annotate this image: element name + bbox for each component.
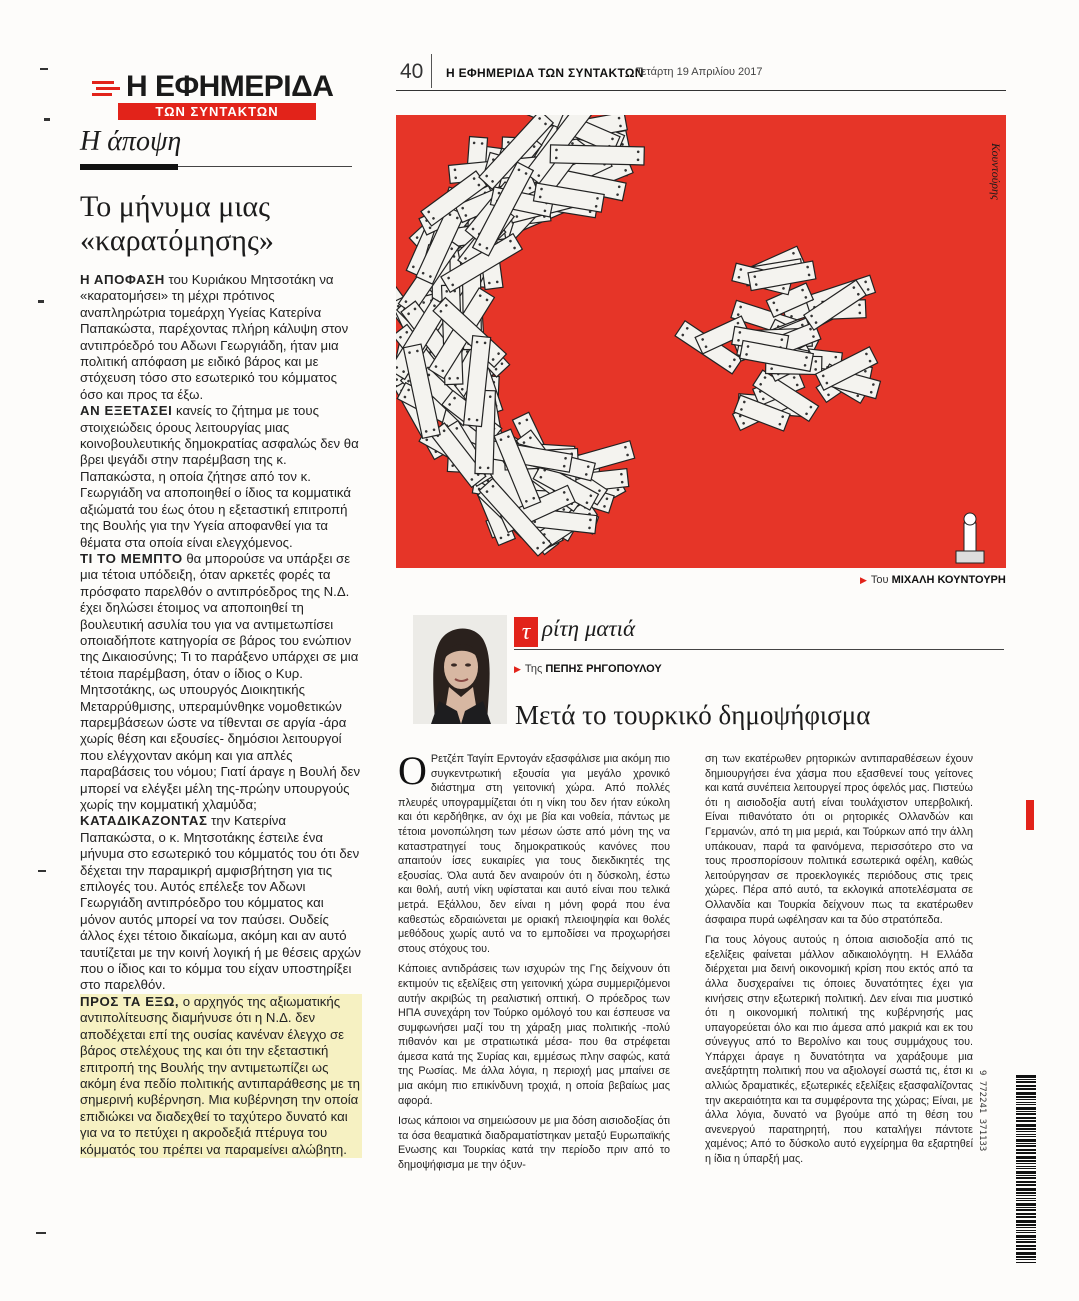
barcode-bar — [1016, 1207, 1036, 1208]
crescent-star-planks-drawing — [396, 115, 1006, 568]
section-rule — [80, 164, 178, 170]
author-portrait — [413, 615, 507, 724]
scan-mark — [38, 300, 44, 303]
barcode-bar — [1016, 1088, 1036, 1090]
barcode-bar — [1016, 1220, 1036, 1223]
article-paragraph: Ισως κάποιοι να σημειώσουν με μια δόση αισιοδοξίας ότι τα όσα θεαματικά διαδραματίστηκαν μεταξύ Ευρωπαϊκής Ενωσης και Τουρκίας κατά την περίοδο πριν από το δημοψήφισμα με την όξυν- — [398, 1115, 670, 1172]
paragraph-text: κανείς το ζήτημα με τους στοιχειώδεις όρους λειτουργίας μιας κοινοβουλευτικής δημοκρατίας ασφαλώς δεν θα βρει ψεγάδι στην παρέμβαση της κ. Παπακώστα, η οποία ζήτησε από τον κ. Γεωργιάδη να αποποιηθεί ο ίδιος τα κομματικά αξιώματά του έως ότου η εξεταστική επιτροπή της Βουλής για την Υγεία αποφανθεί για τα θέματα στα οποία είναι ελεγχόμενος. — [80, 403, 359, 550]
barcode-bar — [1016, 1232, 1036, 1233]
barcode-bar — [1016, 1241, 1036, 1243]
barcode-bar — [1016, 1181, 1036, 1183]
paragraph-text: του Κυριάκου Μητσοτάκη να «καρατομήσει» τη μέχρι πρότινος αναπληρώτρια τομεάρχη Υγείας Κατερίνα Παπακώστα, παρέχοντας πλήρη κάλυψη στον αντιπρόεδρό του Αδωνι Γεωργιάδη, ήταν μια πολιτική απόφαση με ειδικό βάρος και με στόχευση τόσο στο εσωτερικό του κόμματος όσο και προς τα έξω. — [80, 272, 349, 402]
paper-name: Η ΕΦΗΜΕΡΙΔΑ ΤΩΝ ΣΥΝΤΑΚΤΩΝ — [446, 66, 644, 80]
arrow-icon: ▶ — [514, 664, 521, 674]
byline — [514, 663, 662, 675]
barcode-bar — [1016, 1235, 1036, 1238]
drop-cap: Ο — [398, 748, 427, 793]
paragraph-text: θα μπορούσε να υπάρξει σε μια τέτοια υπόδειξη, όταν αρκετές φορές τα πρόσφατο παρελθόν ο αντιπρόεδρος της Ν.Δ. έχει δηλώσει έτοιμος να αποποιηθεί τη βουλευτική ασυλία του για να αντιμετωπίσει οποιαδήποτε κατηγορία σε βάρος του ενώπιον της Δικαιοσύνης; Τι το παράξενο υπάρχει σε μια τέτοια παρέμβαση, όταν ο ίδιος ο Κυρ. Μητσοτάκης, ως υπουργός Διοικητικής Μεταρρύθμισης, υπεραμύνθηκε νομοθετικών παρεμβάσεων ώστε να τίθενται σε αργία -άρα χωρίς θέση και εξουσίες- δημόσιοι λειτουργοί που ελέγχονταν ακόμη και για απλές παραβάσεις του νόμου; Γιατί άραγε η Βουλή δεν μπορεί να ελέγξει μέλη της-πρώην υπουργούς χωρίς την κομματική χλαμύδα; — [80, 550, 361, 812]
barcode-bar — [1016, 1099, 1036, 1100]
barcode-bar — [1016, 1120, 1036, 1122]
barcode-bar — [1016, 1113, 1036, 1115]
barcode-bar — [1016, 1124, 1036, 1127]
barcode-bar — [1016, 1104, 1036, 1105]
byline-name: ΠΕΠΗΣ ΡΗΓΟΠΟΥΛΟΥ — [545, 663, 662, 675]
scan-mark — [40, 68, 48, 70]
section-title: Η άποψη — [80, 126, 182, 157]
article-column-1 — [398, 748, 670, 1173]
column-badge: τ — [514, 617, 538, 647]
column-title: ρίτη ματιά — [542, 616, 636, 641]
barcode-bar — [1016, 1160, 1036, 1162]
column-rule — [514, 649, 1004, 650]
barcode-bar — [1016, 1230, 1036, 1231]
barcode-digits: 9 772241 371133 — [977, 1070, 987, 1152]
paragraph-lead: ΠΡΟΣ ΤΑ ΕΞΩ, — [80, 993, 180, 1009]
paragraph-lead: Η ΑΠΟΦΑΣΗ — [80, 272, 165, 287]
barcode-bar — [1016, 1156, 1036, 1159]
scan-mark — [38, 870, 46, 872]
section-rule-thin — [178, 166, 352, 167]
barcode-bar — [1016, 1198, 1036, 1199]
barcode-bar — [1016, 1166, 1036, 1167]
paragraph-lead: ΤΙ ΤΟ ΜΕΜΠΤΟ — [80, 550, 183, 566]
barcode-bar — [1016, 1239, 1036, 1240]
barcode-bar — [1016, 1177, 1036, 1179]
left-headline-line1: Το μήνυμα μιας — [80, 190, 271, 223]
barcode-bar — [1016, 1163, 1036, 1164]
left-headline — [80, 190, 370, 258]
barcode-bar — [1016, 1107, 1036, 1110]
credit-name: ΜΙΧΑΛΗ ΚΟΥΝΤΟΥΡΗ — [891, 574, 1006, 586]
left-paragraph — [80, 551, 362, 814]
cartoon-illustration — [396, 115, 1006, 568]
scan-mark — [36, 1232, 46, 1234]
header-separator — [431, 54, 432, 88]
barcode-bar — [1016, 1203, 1036, 1206]
cartoonist-signature: Κουντούρης — [989, 143, 1003, 200]
left-paragraph — [80, 272, 362, 403]
arrow-icon: ▶ — [860, 575, 867, 585]
barcode-bar — [1016, 1216, 1036, 1218]
barcode-bar — [1016, 1145, 1036, 1147]
paragraph-text: την Κατερίνα Παπακώστα, ο κ. Μητσοτάκης έστειλε ένα μήνυμα στο εσωτερικό του κόμματός του ότι δεν δέχεται την παραμικρή αμφισβήτηση για τις επιλογές του. Αυτός επέλεξε τον Αδωνι Γεωργιάδη αντιπρόεδρο του κόμματος και μόνον αυτός μπορεί να τον παύσει. Ουδείς άλλος έχει τέτοιο δικαίωμα, ακόμη και αν αυτό ταυτίζεται με την κοινή λογική ή με θέσεις αρχών που ο ίδιος και το κόμμα του είχαν υποστηρίξει στο παρελθόν. — [80, 813, 361, 993]
article-headline: Μετά το τουρκικό δημοψήφισμα — [515, 700, 871, 730]
barcode-bar — [1016, 1152, 1036, 1154]
left-headline-line2: «καρατόμησης» — [80, 224, 274, 257]
article-paragraph: Για τους λόγους αυτούς η όποια αισιοδοξία από τις εξελίξεις φαίνεται μάλλον αδικαιολόγητη. Η Ελλάδα διέρχεται μια δεινή οικονομική κρίση που εκτός από τα άλλα δυσχεραίνει τις όποιες δυνατότητες έχει για κινήσεις στην εξωτερική πολιτική. Δεν είναι πια μυστικό ότι η οικονομική πολιτική της κυβέρνησής μας υπαγορεύεται όλο και πιο άμεσα από μακριά και εκ του σύνεγγυς από το Βερολίνο και τους συμμάχους του. Υπάρχει άραγε η δυνατότητα να χαράξουμε μια ανεξάρτητη πολιτική που να αξιολογεί σωστά τις, έτσι κι αλλιώς δραματικές, εξωτερικές εξελίξεις εξασφαλίζοντας την ακεραιότητα και τα συμφέροντα της χώρας; Είναι, με άλλα λόγια, δυνατό να βγούμε από τη θέση του ανενεργού παρατηρητή, που καταλήγει πάντοτε χαμένος; Από το δύσκολο αυτό εγχείρημα θα εξαρτηθεί η ίδια η ύπαρξή μας. — [705, 934, 973, 1166]
barcode-bar — [1016, 1149, 1036, 1151]
barcode-bar — [1016, 1139, 1036, 1142]
barcode-bar — [1016, 1096, 1036, 1098]
cartoon-credit — [860, 574, 1006, 586]
barcode-bar — [1016, 1195, 1036, 1196]
barcode-bar — [1016, 1209, 1036, 1211]
article-paragraph: Κάποιες αντιδράσεις των ισχυρών της Γης δείχνουν ότι εκτιμούν τις εξελίξεις στη γειτονική χώρα συμμεριζόμενοι αυτήν ακριβώς τη ρεαλιστική οπτική. Ο πρόεδρος των ΗΠΑ συνεχάρη τον Τούρκο ομόλογό του και έσπευσε να συμφωνήσει μαζί του τη χάραξη μιας πολιτικής -πολύ πιθανόν και με στρατιωτικά μέσα- που θα στρέφεται άμεσα κατά της Συρίας και, εμμέσως πλην σαφώς, κατά της Ρωσίας. Με άλλα λόγια, η περιοχή μας μπαίνει σε μια ακόμη πιο επικίνδυνη τροχιά, η οποία βεβαίως μας αφορά. — [398, 963, 670, 1107]
left-article-body — [80, 272, 362, 1158]
barcode-bar — [1016, 1175, 1036, 1176]
barcode-bar — [1016, 1213, 1036, 1215]
page-number: 40 — [400, 60, 424, 83]
barcode-bar — [1016, 1092, 1036, 1095]
speed-lines-icon — [92, 79, 122, 97]
barcode-bar — [1016, 1245, 1036, 1247]
paragraph-text: ο αρχηγός της αξιωματικής αντιπολίτευσης διαμήνυσε ότι η Ν.Δ. δεν αποδέχεται επί της ουσίας κανέναν έλεγχο σε βάρος στελέχους της και ότι την εξεταστική επιτροπή της Βουλής την αντιμετωπίζει ως ακόμη ένα πεδίο πολιτικής αντιπαράθεσης με τη σημερινή κυβέρνηση. Μια κυβέρνηση την οποία επιδιώκει να διαδεχθεί το ταχύτερο δυνατό και για να το πετύχει η ακροδεξιά πτέρυγα του κόμματός του πρέπει να παραμείνει αλώβητη. — [80, 993, 361, 1157]
portrait-photo — [413, 615, 507, 724]
barcode-bar — [1016, 1171, 1036, 1174]
barcode-bar — [1016, 1200, 1036, 1201]
barcode-bar — [1016, 1131, 1036, 1132]
barcode-bar — [1016, 1075, 1036, 1078]
barcode-bar — [1016, 1227, 1036, 1228]
barcode-bar — [1016, 1081, 1036, 1083]
masthead-name: Η ΕΦΗΜΕΡΙΔΑ — [126, 70, 334, 103]
byline-prefix: Της — [524, 663, 543, 675]
issue-date: Τετάρτη 19 Απριλίου 2017 — [636, 66, 763, 78]
tiny-figure — [956, 513, 984, 563]
barcode-bar — [1016, 1085, 1036, 1087]
barcode-bar — [1016, 1117, 1036, 1119]
article-paragraph — [398, 748, 670, 956]
barcode-bar — [1016, 1102, 1036, 1103]
barcode-bar — [1016, 1079, 1036, 1080]
crescent-plank — [550, 145, 644, 165]
barcode-bar — [1016, 1143, 1036, 1144]
barcode-bar — [1016, 1168, 1036, 1169]
paragraph-lead: ΚΑΤΑΔΙΚΑΖΟΝΤΑΣ — [80, 813, 208, 829]
header-rule — [396, 90, 1006, 91]
barcode-bar — [1016, 1252, 1036, 1255]
barcode — [1010, 1075, 1040, 1265]
masthead-subtitle: ΤΩΝ ΣΥΝΤΑΚΤΩΝ — [118, 103, 316, 120]
article-column-2 — [705, 752, 973, 1167]
barcode-bar — [1016, 1192, 1036, 1194]
barcode-bar — [1016, 1259, 1036, 1260]
paragraph-lead: ΑΝ ΕΞΕΤΑΣΕΙ — [80, 403, 173, 419]
barcode-bar — [1016, 1134, 1036, 1135]
barcode-bar — [1016, 1224, 1036, 1226]
edge-color-marker — [1026, 800, 1034, 830]
barcode-bar — [1016, 1262, 1036, 1263]
barcode-bar — [1016, 1188, 1036, 1191]
credit-prefix: Του — [870, 574, 889, 586]
scan-mark — [44, 118, 50, 121]
left-paragraph — [80, 403, 362, 551]
barcode-bar — [1016, 1128, 1036, 1130]
barcode-bar — [1016, 1256, 1036, 1258]
left-paragraph — [80, 994, 362, 1158]
barcode-bar — [1016, 1111, 1036, 1112]
left-paragraph — [80, 813, 362, 993]
barcode-bar — [1016, 1136, 1036, 1137]
article-paragraph: ση των εκατέρωθεν ρητορικών αντιπαραθέσεων έχουν δημιουργήσει ένα χάσμα που εξασθενεί τους γείτονες και κατά συνέπεια λειτουργεί προς όφελός μας. Πιστεύω ότι η αισιοδοξία αυτή είναι τουλάχιστον υπερβολική. Είναι πιθανότατο ότι οι ρητορικές Ολλανδών και Γερμανών, από τη μια μεριά, και Τούρκων από την άλλη υπάκουαν, παρά τα φαινόμενα, περισσότερο στο να τους προσπορίσουν πολιτικά εσωτερικά οφέλη, καθώς λειτούργησαν σε προεκλογικές περιόδους στις τρεις χώρες. Πέρα από αυτό, τα εκλογικά αποτελέσματα σε Ολλανδία και Τουρκία δείχνουν πως τα εκατέρωθεν άσφαιρα πυρά ωφέλησαν και τα δύο στρατόπεδα. — [705, 753, 973, 926]
paragraph-text: Ρετζέπ Ταγίπ Ερντογάν εξασφάλισε μια ακόμη πιο συγκεντρωτική εξουσία για μεγάλο χρονικό διάστημα στη γειτονική χώρα. Από πολλές πλευρές υπογραμμίζεται ότι η νίκη του δεν ήταν εύκολη και ότι κερδήθηκε, αν όχι με βία και νοθεία, πάντως με τέτοια μονοπώληση των μέσων ώστε από μόνη της να καταστρατηγεί τους δημοκρατικούς κανόνες που απαιτούν ίσες ευκαιρίες για τους διεκδικητές της εξουσίας. Όλα αυτά δεν αναιρούν ότι η δύσκολη, έστω και θολή, αυτή νίκη υφίσταται και αυτό είναι που τελικά μετρά. Εξάλλου, δεν είναι η μόνη φορά που ένα καθεστώς εδραιώνεται με οριακή πλειοψηφία και θολές μεθόδους χωρίς αυτό να το εμποδίσει να προχωρήσει στους στόχους του. — [398, 753, 670, 955]
barcode-bar — [1016, 1248, 1036, 1250]
barcode-bar — [1016, 1184, 1036, 1186]
masthead-logo — [92, 70, 372, 104]
